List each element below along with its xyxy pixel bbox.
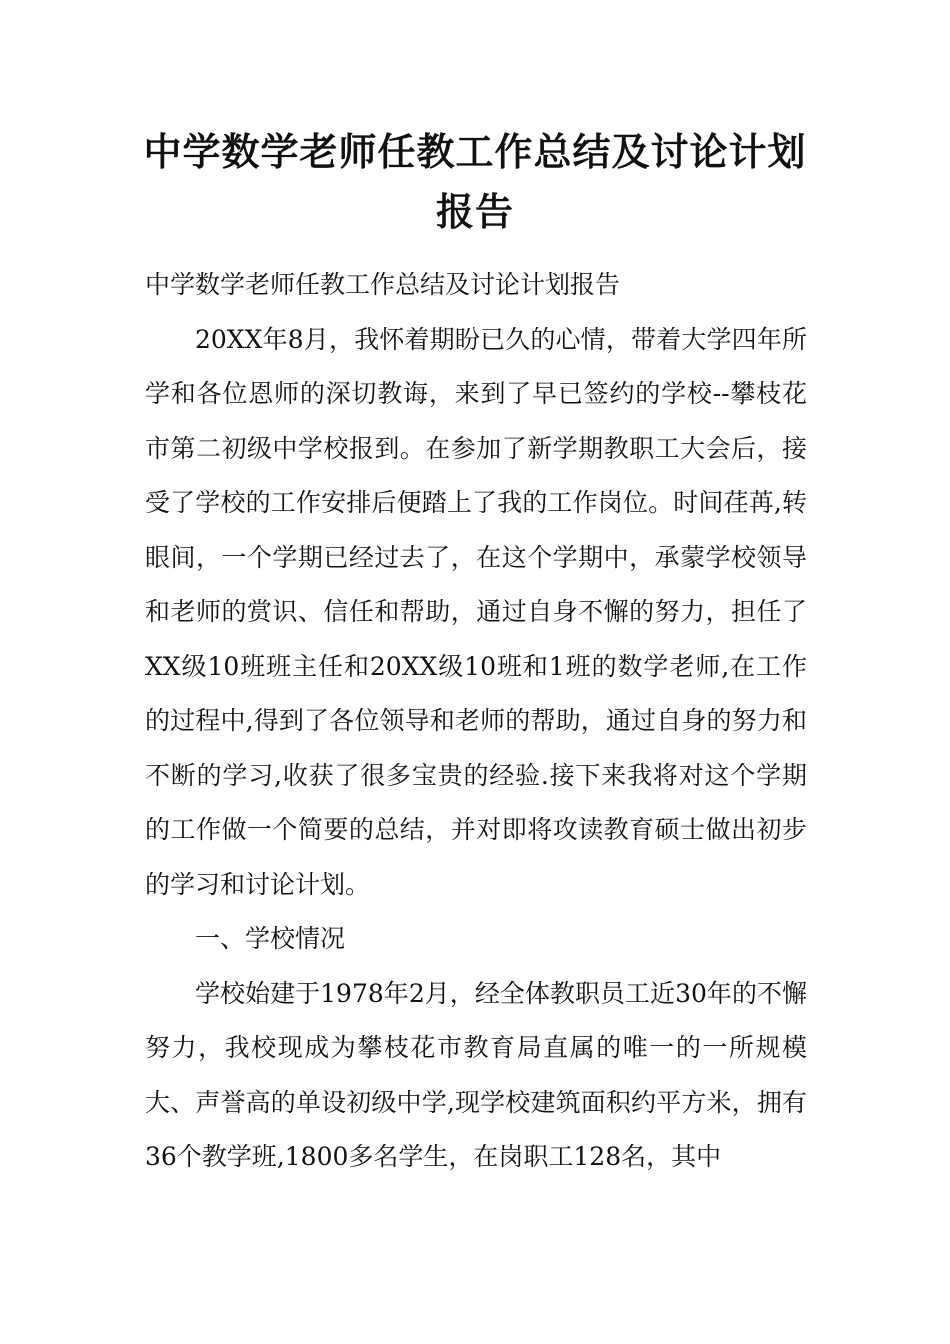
document-title: 中学数学老师任教工作总结及讨论计划报告 [143,129,807,234]
document-body [145,258,807,1185]
paragraph-school-info: 学校始建于1978年2月，经全体教职员工近30年的不懈努力，我校现成为攀枝花市教育局直属的唯一的一所规模大、声誉高的单设初级中学,现学校建筑面积约平方米，拥有36个教学班,1800多名学生，在岗职工128名，其中 [145,978,807,1171]
document-subtitle: 中学数学老师任教工作总结及讨论计划报告 [145,270,621,299]
section-heading-school: 一、学校情况 [195,924,346,953]
paragraph-intro: 20XX年8月，我怀着期盼已久的心情，带着大学四年所学和各位恩师的深切教诲，来到了早已签约的学校--攀枝花市第二初级中学校报到。在参加了新学期教职工大会后，接受了学校的工作安排后便踏上了我的工作岗位。时间荏苒,转眼间，一个学期已经过去了，在这个学期中，承蒙学校领导和老师的赏识、信任和帮助，通过自身不懈的努力，担任了XX级10班班主任和20XX级10班和1班的数学老师,在工作的过程中,得到了各位领导和老师的帮助，通过自身的努力和不断的学习,收获了很多宝贵的经验.接下来我将对这个学期的工作做一个简要的总结，并对即将攻读教育硕士做出初步的学习和讨论计划。 [145,324,807,899]
